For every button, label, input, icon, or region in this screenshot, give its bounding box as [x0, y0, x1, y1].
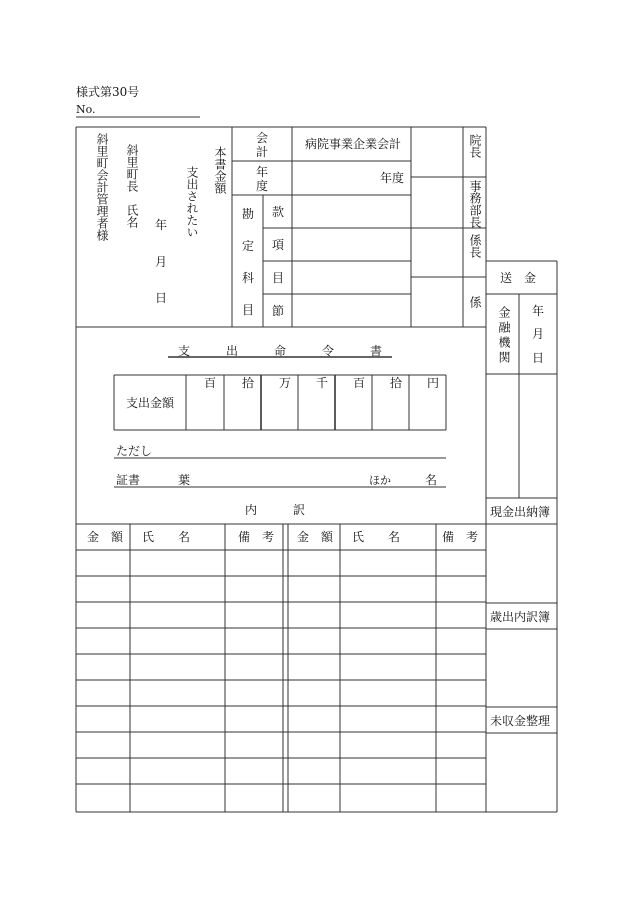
leaves-label: 葉 — [178, 473, 191, 487]
kou-label: 項 — [272, 238, 285, 252]
col-name: 氏 名 — [142, 530, 191, 544]
moku-label: 目 — [272, 271, 285, 285]
ledger-cash: 現金出納簿 — [490, 505, 551, 519]
date-month: 月 — [155, 255, 168, 269]
kaikei-label: 会計 — [255, 131, 268, 159]
ledger-unpaid: 未収金整理 — [490, 714, 551, 728]
names-label: 名 — [425, 473, 438, 487]
col-remarks: 備 考 — [238, 530, 275, 544]
digit-en: 円 — [427, 376, 440, 390]
order-amount-label: 支出金額 — [126, 396, 175, 410]
addressee-mayor: 斜里町長 氏名 — [125, 144, 139, 228]
approval-office-manager: 事務部長 — [468, 180, 482, 228]
form-number: 様式第30号 — [76, 85, 140, 99]
remittance-year: 年 — [532, 304, 545, 318]
digit-man: 万 — [279, 376, 292, 390]
remittance-bank: 金融機関 — [497, 306, 511, 366]
kanjo-char-2: 定 — [242, 239, 255, 253]
request-text: 支出されたい — [185, 166, 199, 238]
nendo-label: 年度 — [255, 165, 268, 193]
digit-hyaku-man: 百 — [204, 376, 217, 390]
approval-section-chief: 係長 — [468, 234, 482, 258]
ledger-expenditure: 歳出内訳簿 — [490, 610, 551, 624]
col-amount-2: 金 額 — [297, 530, 334, 544]
remittance-month: 月 — [532, 327, 545, 341]
date-year: 年 — [155, 218, 168, 232]
order-title: 支 出 命 令 書 — [178, 344, 395, 358]
nendo-value: 年度 — [380, 171, 405, 185]
others-label: ほか — [369, 474, 391, 487]
approval-director: 院長 — [468, 134, 482, 158]
digit-sen: 千 — [316, 376, 329, 390]
digit-juu: 拾 — [390, 376, 403, 390]
amount-label: 本書金額 — [213, 146, 227, 194]
approval-staff: 係 — [468, 296, 482, 308]
remittance-day: 日 — [532, 351, 545, 365]
setsu-label: 節 — [272, 304, 285, 318]
col-name-2: 氏 名 — [352, 530, 401, 544]
col-remarks-2: 備 考 — [442, 530, 479, 544]
kanjo-char-1: 勘 — [242, 207, 255, 221]
kanjo-char-4: 目 — [242, 303, 255, 317]
col-amount: 金 額 — [87, 530, 124, 544]
kanjo-char-3: 科 — [242, 271, 255, 285]
digit-hyaku: 百 — [353, 376, 366, 390]
certificates-label: 証書 — [116, 473, 141, 487]
date-day: 日 — [155, 291, 168, 305]
addressee-treasurer: 斜里町会計管理者様 — [95, 133, 109, 241]
digit-juu-man: 拾 — [242, 376, 255, 390]
no-label: No. — [76, 103, 96, 116]
kan-label: 款 — [272, 205, 285, 219]
breakdown-title: 内 訳 — [245, 503, 310, 517]
kaikei-value: 病院事業企業会計 — [305, 137, 402, 151]
proviso-label: ただし — [116, 444, 153, 458]
remittance-title: 送 金 — [500, 271, 537, 285]
